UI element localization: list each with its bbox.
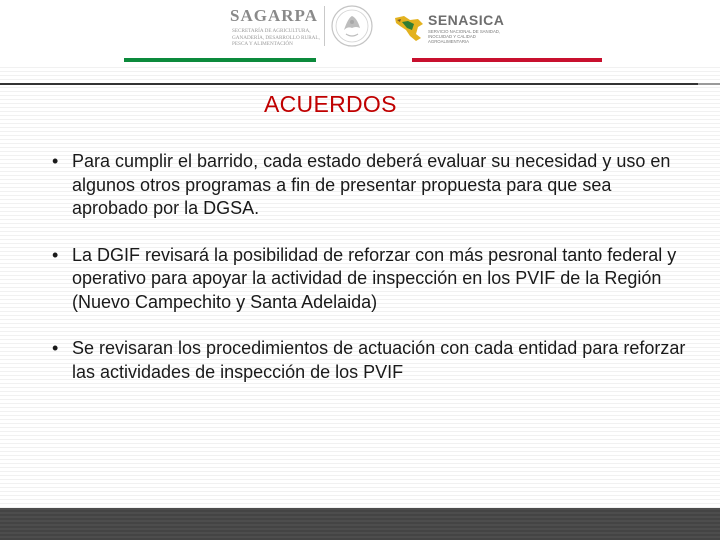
- sagarpa-name: SAGARPA: [230, 6, 318, 25]
- senasica-subtitle: SERVICIO NACIONAL DE SANIDAD, INOCUIDAD Y CALIDAD AGROALIMENTARIA: [428, 29, 501, 44]
- bullet-marker: •: [52, 338, 59, 358]
- bullet-text: Se revisaran los procedimientos de actuación con cada entidad para reforzar las actividades de inspección de los PVIF: [72, 338, 686, 382]
- header-rule: [0, 83, 698, 85]
- sagarpa-logo: [224, 4, 324, 50]
- bullet-text: La DGIF revisará la posibilidad de reforzar con más pesronal tanto federal y operativo para apoyar la actividad de inspección en los PVIF de la Región (Nuevo Campechito y Santa Adelaida): [72, 244, 677, 312]
- bullet-item: [52, 337, 692, 384]
- mexico-seal-icon: [330, 4, 374, 48]
- green-accent-bar: [124, 58, 316, 62]
- bullet-item: [52, 244, 692, 315]
- slide-title: ACUERDOS: [264, 91, 397, 117]
- bullet-marker: •: [52, 151, 59, 171]
- senasica-logo: [392, 10, 512, 50]
- bullet-list: [52, 150, 692, 384]
- bullet-item: [52, 150, 692, 221]
- header: [0, 0, 720, 66]
- mexico-map-icon: [392, 10, 426, 44]
- red-accent-bar: [412, 58, 602, 62]
- footer-bar: [0, 508, 720, 540]
- bullet-marker: •: [52, 244, 59, 265]
- logo-divider: [324, 6, 325, 46]
- sagarpa-subtitle: SECRETARÍA DE AGRICULTURA, GANADERÍA, DESARROLLO RURAL, PESCA Y ALIMENTACIÓN: [232, 28, 320, 47]
- bullet-text: Para cumplir el barrido, cada estado deberá evaluar su necesidad y uso en algunos otros programas a fin de presentar propuesta para que sea aprobado por la DGSA.: [72, 151, 671, 218]
- header-rule-end: [698, 83, 720, 85]
- senasica-name: SENASICA: [428, 12, 505, 28]
